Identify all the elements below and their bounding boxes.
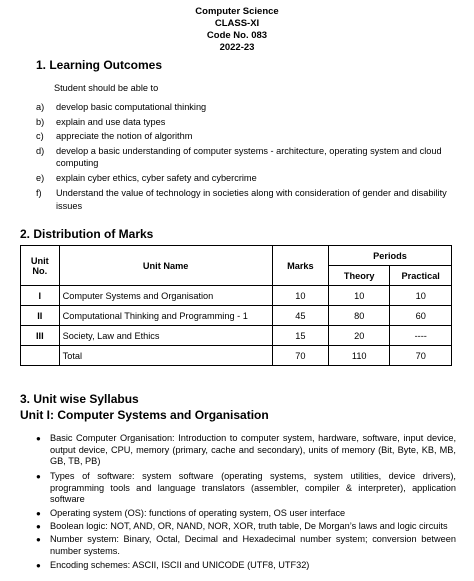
outcome-text: develop a basic understanding of computer systems - architecture, operating system and cloud xyxy=(56,146,442,156)
outcome-text: explain and use data types xyxy=(56,117,166,127)
syllabus-bullet xyxy=(36,433,456,468)
bullet-text: Basic Computer Organisation: Introduction to computer system, hardware, software, input device, output device, CPU, memory (primary, cache and secondary), units of memory (Bit, Byte, KB, MB, GB, TB, PB) xyxy=(50,433,456,466)
cell-unit-no: III xyxy=(21,326,60,346)
outcome-text: explain cyber ethics, cyber safety and cybercrime xyxy=(56,173,257,183)
syllabus-bullet xyxy=(36,534,456,557)
syllabus-bullet xyxy=(36,560,456,572)
syllabus-bullet xyxy=(36,521,456,533)
doc-code: Code No. 083 xyxy=(206,30,268,41)
cell-marks: 70 xyxy=(272,346,328,366)
doc-class: CLASS-XI xyxy=(214,18,260,29)
cell-marks: 45 xyxy=(272,306,328,326)
outcome-text: develop basic computational thinking xyxy=(56,102,207,112)
cell-unit-name: Total xyxy=(59,346,272,366)
section-distribution-title: 2. Distribution of Marks xyxy=(20,227,154,241)
bullet-text: Operating system (OS): functions of operating system, OS user interface xyxy=(50,508,346,518)
outcome-text: appreciate the notion of algorithm xyxy=(56,131,193,141)
table-row-total xyxy=(21,346,452,366)
bullet-text: Number system: Binary, Octal, Decimal and Hexadecimal number system; conversion between number systems. xyxy=(50,534,456,556)
cell-marks: 10 xyxy=(272,286,328,306)
section-syllabus-title: 3. Unit wise Syllabus xyxy=(20,392,139,406)
syllabus-bullet xyxy=(36,508,456,520)
header-periods: Periods xyxy=(329,246,452,266)
bullet-dot-icon: ● xyxy=(36,434,41,443)
outcome-label: e) xyxy=(36,173,45,183)
header-no-label: No. xyxy=(32,265,48,276)
marks-table xyxy=(20,245,452,366)
bullet-text: Encoding schemes: ASCII, ISCII and UNICODE (UTF8, UTF32) xyxy=(50,560,310,570)
bullet-dot-icon: ● xyxy=(36,535,41,544)
header-theory: Theory xyxy=(329,266,390,286)
cell-unit-no: II xyxy=(21,306,60,326)
header-marks: Marks xyxy=(272,246,328,286)
outcome-text-continued: computing xyxy=(56,158,99,168)
cell-unit-name: Computational Thinking and Programming - 1 xyxy=(59,306,272,326)
cell-theory: 80 xyxy=(329,306,390,326)
table-row xyxy=(21,286,452,306)
outcome-text: Understand the value of technology in societies along with consideration of gender and disability xyxy=(56,188,447,198)
header-practical: Practical xyxy=(390,266,452,286)
outcome-label: b) xyxy=(36,117,45,127)
syllabus-bullet xyxy=(36,471,456,506)
bullet-dot-icon: ● xyxy=(36,522,41,531)
cell-practical: 70 xyxy=(390,346,452,366)
outcome-label: c) xyxy=(36,131,44,141)
cell-theory: 110 xyxy=(329,346,390,366)
header-unit-label: Unit xyxy=(30,255,49,266)
bullet-dot-icon: ● xyxy=(36,509,41,518)
cell-unit-name: Society, Law and Ethics xyxy=(59,326,272,346)
header-unit-name: Unit Name xyxy=(59,246,272,286)
outcome-label: a) xyxy=(36,102,45,112)
cell-marks: 15 xyxy=(272,326,328,346)
cell-practical: ---- xyxy=(390,326,452,346)
cell-practical: 10 xyxy=(390,286,452,306)
outcome-label: d) xyxy=(36,146,45,156)
cell-unit-name: Computer Systems and Organisation xyxy=(59,286,272,306)
table-row xyxy=(21,306,452,326)
header-unit-no xyxy=(21,246,60,286)
unit-title: Unit I: Computer Systems and Organisation xyxy=(20,408,269,422)
cell-unit-no xyxy=(21,346,60,366)
bullet-dot-icon: ● xyxy=(36,561,41,570)
outcome-label: f) xyxy=(36,188,42,198)
bullet-text: Boolean logic: NOT, AND, OR, NAND, NOR, XOR, truth table, De Morgan’s laws and logic circuits xyxy=(50,521,448,531)
table-row xyxy=(21,326,452,346)
doc-year: 2022-23 xyxy=(219,42,255,53)
cell-unit-no: I xyxy=(21,286,60,306)
bullet-dot-icon: ● xyxy=(36,472,41,481)
outcome-text-continued: issues xyxy=(56,201,83,211)
cell-practical: 60 xyxy=(390,306,452,326)
learning-outcomes-intro: Student should be able to xyxy=(54,83,159,93)
section-learning-outcomes-title: 1. Learning Outcomes xyxy=(36,58,163,72)
cell-theory: 10 xyxy=(329,286,390,306)
cell-theory: 20 xyxy=(329,326,390,346)
doc-subject: Computer Science xyxy=(195,6,279,17)
bullet-text: Types of software: system software (operating systems, system utilities, device drivers), programming tools and language translators (assembler, compiler & interpreter), application software xyxy=(50,471,456,504)
